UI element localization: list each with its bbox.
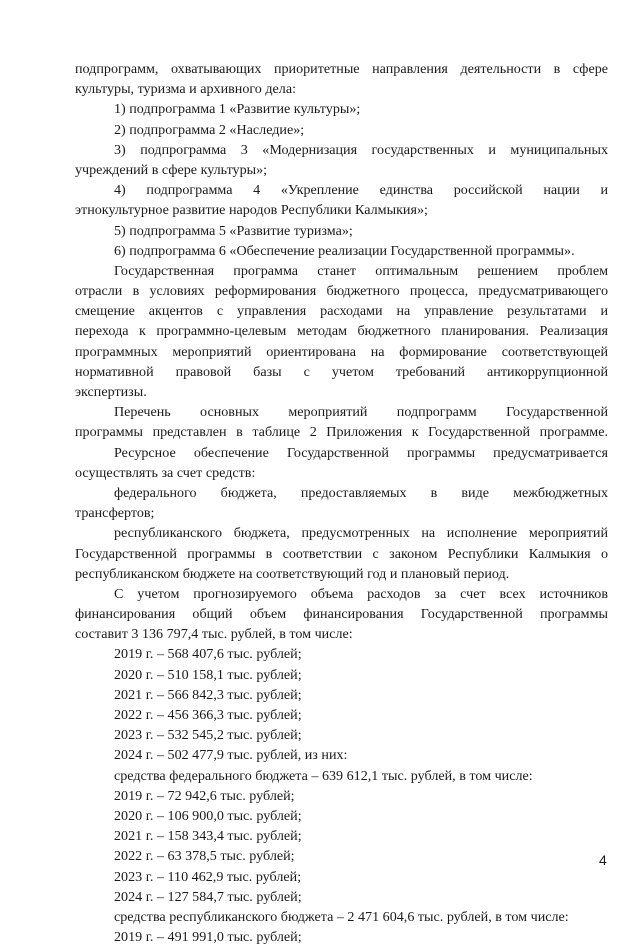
text-line: подпрограмм, охватывающих приоритетные направления деятельности в сфере: [75, 61, 608, 77]
text-line: смещение акцентов с управления расходами на управление результатами и: [75, 303, 608, 320]
text-line: перехода к программно-целевым методам бюджетного планирования. Реализация: [75, 323, 608, 340]
text-line: Государственной программы в соответствии с законом Республики Калмыкия о: [75, 545, 608, 562]
text-line: республиканского бюджета, предусмотренных на исполнение мероприятий: [114, 525, 608, 542]
page-number: 4: [599, 852, 607, 868]
list-item: 3) подпрограмма 3 «Модернизация государственных и муниципальных: [114, 141, 608, 158]
text-line: трансфертов;: [75, 505, 155, 522]
text-line: федерального бюджета, предоставляемых в виде межбюджетных: [114, 484, 608, 501]
list-item: 2024 г. – 127 584,7 тыс. рублей;: [114, 888, 302, 905]
text-line: программных мероприятий ориентирована на формирование соответствующей: [75, 343, 608, 360]
list-item: 2019 г. – 72 942,6 тыс. рублей;: [114, 787, 295, 804]
text-line: республиканском бюджете на соответствующий год и плановый период.: [75, 565, 510, 582]
text-line: экспертизы.: [75, 384, 147, 400]
list-item: 1) подпрограмма 1 «Развитие культуры»;: [114, 101, 361, 118]
text-line: Государственная программа станет оптимальным решением проблем: [114, 262, 608, 279]
text-line: культуры, туризма и архивного дела:: [75, 81, 296, 98]
list-item: 2) подпрограмма 2 «Наследие»;: [114, 121, 305, 138]
list-item: 2019 г. – 568 407,6 тыс. рублей;: [114, 646, 302, 663]
text-line: С учетом прогнозируемого объема расходов за счет всех источников: [114, 585, 608, 602]
text-line: нормативной правовой базы с учетом требований антикоррупционной: [75, 363, 608, 380]
list-item: 5) подпрограмма 5 «Развитие туризма»;: [114, 222, 353, 239]
text-line: средства республиканского бюджета – 2 471 604,6 тыс. рублей, в том числе:: [114, 908, 569, 925]
list-item: 6) подпрограмма 6 «Обеспечение реализации Государственной программы».: [114, 242, 575, 259]
text-line: Ресурсное обеспечение Государственной программы предусматривается: [114, 444, 608, 461]
list-item: 2021 г. – 566 842,3 тыс. рублей;: [114, 686, 302, 703]
list-item: 2023 г. – 110 462,9 тыс. рублей;: [114, 868, 302, 885]
text-line: составит 3 136 797,4 тыс. рублей, в том числе:: [75, 626, 353, 643]
text-line: осуществлять за счет средств:: [75, 464, 256, 481]
text-line: средства федерального бюджета – 639 612,1 тыс. рублей, в том числе:: [114, 767, 533, 784]
text-line: отрасли в условиях реформирования бюджетного процесса, предусматривающего: [75, 283, 608, 300]
list-item: 2023 г. – 532 545,2 тыс. рублей;: [114, 727, 302, 744]
text-line: Перечень основных мероприятий подпрограмм Государственной: [114, 404, 608, 421]
list-item: 2021 г. – 158 343,4 тыс. рублей;: [114, 828, 302, 845]
list-item: 2022 г. – 63 378,5 тыс. рублей;: [114, 848, 295, 865]
text-line: учреждений в сфере культуры»;: [75, 161, 268, 178]
list-item: 2020 г. – 106 900,0 тыс. рублей;: [114, 807, 302, 824]
text-line: программы представлен в таблице 2 Приложения к Государственной программе.: [75, 424, 608, 441]
document-body: [75, 59, 608, 947]
text-line: финансирования общий объем финансирования Государственной программы: [75, 606, 608, 623]
list-item: 4) подпрограмма 4 «Укрепление единства российской нации и: [114, 182, 608, 199]
list-item: 2024 г. – 502 477,9 тыс. рублей, из них:: [114, 747, 348, 764]
list-item: 2022 г. – 456 366,3 тыс. рублей;: [114, 707, 302, 723]
list-item: 2019 г. – 491 991,0 тыс. рублей;: [114, 929, 302, 946]
text-line: этнокультурное развитие народов Республики Калмыкия»;: [75, 202, 428, 219]
list-item: 2020 г. – 510 158,1 тыс. рублей;: [114, 666, 302, 683]
